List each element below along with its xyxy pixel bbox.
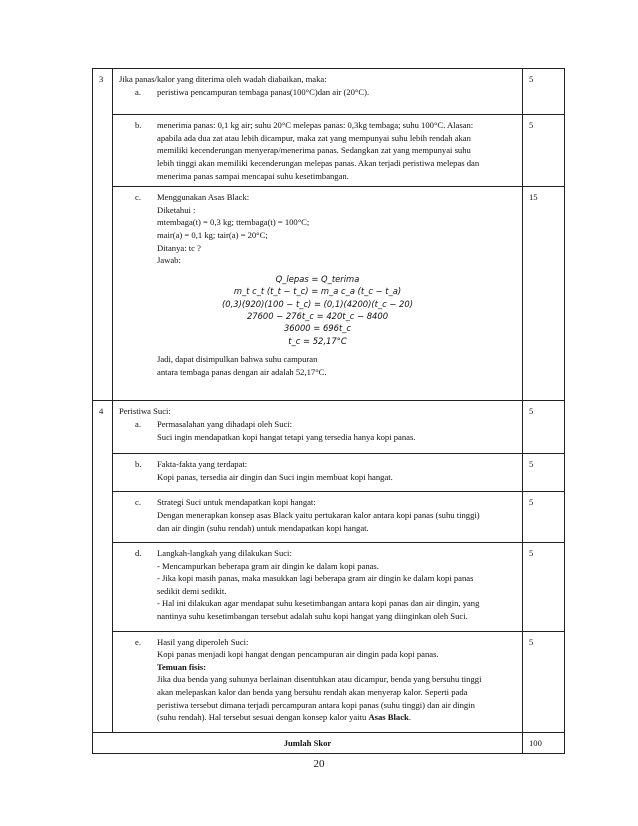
- answer-cell: b. menerima panas: 0,1 kg air; suhu 20°C melepas panas: 0,3kg tembaga; suhu 100°C. Alasan: apabila ada dua zat atau lebih dicampur, maka zat yang mempunyai suhu lebih rendah akan memiliki kecenderungan menyerap/menerima panas. Sedangkan zat yang mempunyai suhu lebih tinggi akan memiliki kecenderungan melepas panas. Akan terjadi peristiwa melepas dan menerima panas sampai mencapai suhu kesetimbangan.: [113, 115, 523, 187]
- answer-cell: e. Hasil yang diperoleh Suci: Kopi panas menjadi kopi hangat dengan pencampuran air dingin pada kopi panas. Temuan fisis: Jika dua benda yang suhunya berlainan disentuhkan atau dicampur, benda yang bersuhu tinggi akan melepaskan kalor dan benda yang bersuhu rendah akan menyerap kalor. Seperti pada peristiwa tersebut dimana terjadi percampuran antara kopi panas (suhu tinggi) dan air dingin (suhu rendah). Hal tersebut sesuai dengan konsep kalor yaitu Asas Black.: [113, 631, 523, 732]
- score-cell: 5: [523, 69, 565, 115]
- score-cell: 5: [523, 492, 565, 543]
- table-row: [93, 543, 565, 632]
- answer-cell: Jika panas/kalor yang diterima oleh wadah diabaikan, maka: a. peristiwa pencampuran tembaga panas(100°C)dan air (20°C).: [113, 69, 523, 115]
- score-cell: 5: [523, 401, 565, 454]
- scoring-rubric-table: [92, 68, 565, 754]
- total-label: Jumlah Skor: [93, 732, 523, 754]
- question-number: 4: [93, 401, 113, 732]
- table-row: [93, 454, 565, 492]
- table-row: [93, 69, 565, 115]
- answer-cell: c. Strategi Suci untuk mendapatkan kopi hangat: Dengan menerapkan konsep asas Black yaitu pertukaran kalor antara kopi panas (suhu tinggi) dan air dingin (suhu rendah) untuk mendapatkan kopi hangat.: [113, 492, 523, 543]
- question-number: 3: [93, 69, 113, 401]
- score-cell: 5: [523, 543, 565, 632]
- table-row: [93, 187, 565, 401]
- asas-black-term: Asas Black: [368, 712, 409, 723]
- score-cell: 15: [523, 187, 565, 401]
- table-row: [93, 492, 565, 543]
- table-row: [93, 631, 565, 732]
- total-score: 100: [523, 732, 565, 754]
- score-cell: 5: [523, 115, 565, 187]
- page-number: 20: [313, 758, 325, 770]
- answer-cell: Peristiwa Suci: a. Permasalahan yang dihadapi oleh Suci: Suci ingin mendapatkan kopi hangat tetapi yang tersedia hanya kopi panas.: [113, 401, 523, 454]
- score-cell: 5: [523, 454, 565, 492]
- answer-cell: b. Fakta-fakta yang terdapat: Kopi panas, tersedia air dingin dan Suci ingin membuat kopi hangat.: [113, 454, 523, 492]
- asas-black-equations: Q_lepas = Q_terima m_t c_t (t_t − t_c) = m_a c_a (t_c − t_a) (0,3)(920)(100 − t_c) = (0,1)(4200)(t_c − 20) 27600 − 276t_c = 420t_c − 8400 36000 = 696t_c t_c = 52,17°C: [222, 273, 413, 346]
- question-intro: Jika panas/kalor yang diterima oleh wadah diabaikan, maka:: [119, 74, 327, 84]
- question-intro: Peristiwa Suci:: [119, 406, 171, 417]
- answer-cell: d. Langkah-langkah yang dilakukan Suci: - Mencampurkan beberapa gram air dingin ke dalam kopi panas. - Jika kopi masih panas, maka masukkan lagi beberapa gram air dingin ke dalam kopi panas sedikit demi sedikit. - Hal ini dilakukan agar mendapat suhu kesetimbangan antara kopi panas dan air dingin, yang nantinya suhu kesetimbangan tersebut adalah suhu kopi hangat yang diinginkan oleh Suci.: [113, 543, 523, 632]
- answer-cell: c. Menggunakan Asas Black: Diketahui : mtembaga(t) = 0,3 kg; ttembaga(t) = 100°C; mair(a) = 0,1 kg; tair(a) = 20°C; Ditanya: tc ? Jawab: Q_lepas = Q_terima m_t c_t (t_t − t_c) = m_a c_a (t_c − t_a) (0,3)(920)(100 − t_c) = (0,1)(4200)(t_c − 20) 27600 − 276t_c = 420t_c − 8400 36000 = 696t_c t_c = 52,17°C Jadi, dapat disimpulkan bahwa suhu campuran antara tembaga panas dengan air adalah 52,17°C.: [113, 187, 523, 401]
- finding-label: Temuan fisis:: [157, 661, 207, 672]
- table-row: [93, 115, 565, 187]
- total-row: [93, 732, 565, 754]
- table-row: [93, 401, 565, 454]
- score-cell: 5: [523, 631, 565, 732]
